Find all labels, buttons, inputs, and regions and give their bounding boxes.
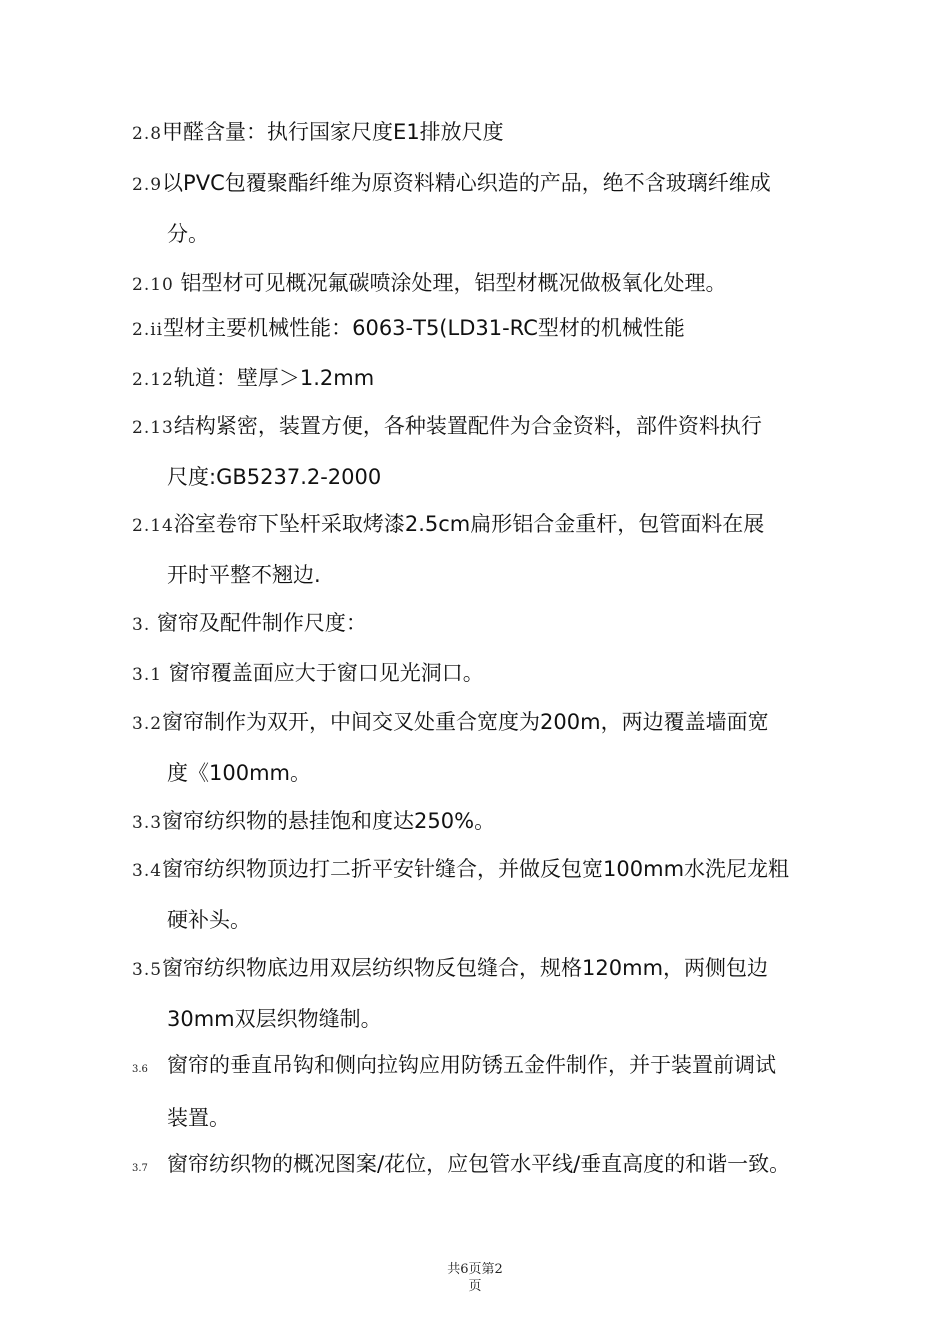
clause-number: 2.13 — [132, 418, 174, 438]
clause-3-1 — [132, 649, 840, 700]
clause-number: 3.4 — [132, 861, 163, 881]
clause-2-12 — [132, 354, 840, 405]
clause-text: 窗帘纺织物底边用双层纺织物反包缝合，规格120mm，两侧包边 — [162, 956, 769, 980]
clause-number: 2.9 — [132, 175, 163, 195]
clause-text: 窗帘纺织物顶边打二折平安针缝合，并做反包宽100mm水洗尼龙粗 — [162, 857, 790, 881]
clause-text: 窗帘制作为双开，中间交叉处重合宽度为200m，两边覆盖墙面宽 — [162, 710, 769, 734]
clause-text-continued: 装置。 — [167, 1106, 230, 1130]
clause-number: 3.5 — [132, 960, 163, 980]
clause-text: 窗帘覆盖面应大于窗口见光洞口。 — [162, 661, 484, 685]
clause-number: 2.ii — [132, 320, 164, 340]
clause-2-11 — [132, 304, 840, 355]
clause-text-continued: 开时平整不翘边. — [167, 563, 321, 587]
clause-2-9 — [132, 159, 840, 259]
clause-text-continued: 硬补头。 — [167, 908, 251, 932]
clause-number: 2.12 — [132, 370, 174, 390]
clause-number: 3.1 — [132, 665, 163, 685]
clause-number: 3.7 — [132, 1163, 148, 1174]
clause-text: 浴室卷帘下坠杆采取烤漆2.5cm扁形铝合金重杆，包管面料在展 — [173, 512, 765, 536]
page-counter: 共6页第2 — [447, 1262, 503, 1277]
clause-2-13 — [132, 402, 840, 502]
page-counter-suffix: 页 — [468, 1279, 482, 1294]
page-footer — [0, 1261, 950, 1295]
clause-text: 铝型材可见概况氟碳喷涂处理，铝型材概况做极氧化处理。 — [173, 271, 727, 295]
clause-3-7 — [132, 1140, 840, 1193]
clause-text: 轨道：壁厚＞1.2mm — [173, 366, 375, 390]
clause-text: 窗帘的垂直吊钩和侧向拉钩应用防锈五金件制作，并于装置前调试 — [167, 1053, 776, 1077]
clause-text-continued: 度《100mm。 — [167, 761, 311, 785]
clause-number: 2.8 — [132, 124, 163, 144]
clause-text: 窗帘纺织物的概况图案/花位，应包管水平线/垂直高度的和谐一致。 — [167, 1152, 791, 1176]
clause-3-6 — [132, 1041, 840, 1143]
clause-text-continued: 分。 — [167, 222, 209, 246]
clause-number: 3.2 — [132, 714, 163, 734]
clause-text-continued: 30mm双层织物缝制。 — [167, 1007, 382, 1031]
section-number: 3. — [132, 615, 151, 635]
clause-3-3 — [132, 797, 840, 848]
clause-2-10 — [132, 259, 840, 310]
clause-3-4 — [132, 845, 840, 945]
clause-text: 结构紧密，装置方便，各种装置配件为合金资料，部件资料执行 — [173, 414, 762, 438]
clause-text: 窗帘纺织物的悬挂饱和度达250%。 — [162, 809, 496, 833]
section-title: 窗帘及配件制作尺度： — [150, 611, 367, 635]
clause-2-8 — [132, 108, 840, 159]
clause-3-2 — [132, 698, 840, 798]
clause-number: 2.10 — [132, 275, 174, 295]
clause-number: 3.6 — [132, 1064, 148, 1075]
clause-2-14 — [132, 500, 840, 600]
clause-text: 以PVC包覆聚酯纤维为原资料精心织造的产品，绝不含玻璃纤维成 — [162, 171, 771, 195]
clause-text: 甲醛含量：执行国家尺度E1排放尺度 — [162, 120, 504, 144]
clause-text: 型材主要机械性能：6063-T5(LD31-RC型材的机械性能 — [163, 316, 685, 340]
clause-3-5 — [132, 944, 840, 1044]
section-3-heading — [132, 599, 840, 650]
clause-number: 3.3 — [132, 813, 163, 833]
clause-number: 2.14 — [132, 516, 174, 536]
clause-text-continued: 尺度:GB5237.2-2000 — [167, 465, 382, 489]
